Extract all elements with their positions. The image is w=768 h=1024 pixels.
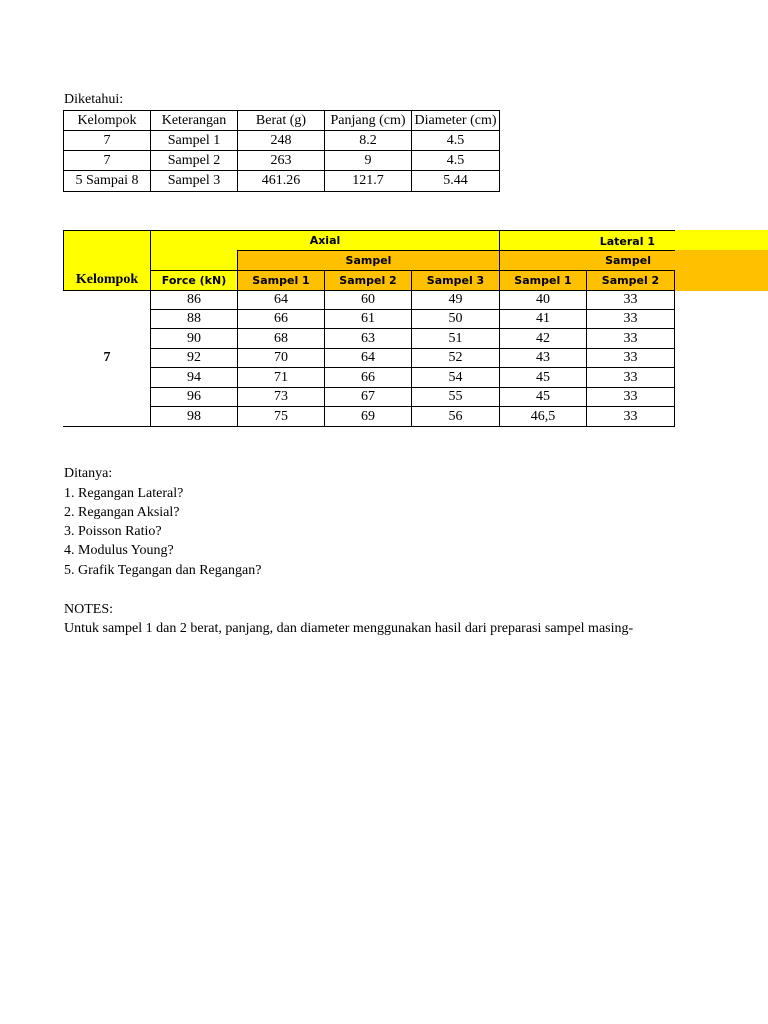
test-cell: 54 [411, 367, 500, 388]
axial-sampel-1-header: Sampel 1 [237, 270, 325, 291]
test-cell: 55 [411, 387, 500, 407]
test-cell: 60 [324, 290, 412, 310]
question-item: 1. Regangan Lateral? [64, 486, 184, 501]
test-cell: 56 [411, 406, 500, 427]
test-cell: 86 [150, 290, 238, 310]
test-cell: 73 [237, 387, 325, 407]
test-cell: 96 [150, 387, 238, 407]
test-cell: 69 [324, 406, 412, 427]
known-title: Diketahui: [64, 92, 124, 107]
test-cell: 88 [150, 309, 238, 329]
question-item: 2. Regangan Aksial? [64, 505, 180, 520]
question-item: 3. Poisson Ratio? [64, 524, 162, 539]
test-cell: 33 [586, 348, 675, 368]
lateral-header: Lateral 1 [499, 230, 675, 251]
axial-sampel-3-header: Sampel 3 [411, 270, 500, 291]
test-cell: 46,5 [499, 406, 587, 427]
known-cell: 4.5 [411, 130, 500, 151]
known-cell: 248 [237, 130, 325, 151]
test-cell: 67 [324, 387, 412, 407]
test-cell: 33 [586, 406, 675, 427]
known-cell: 5.44 [411, 170, 500, 192]
test-cell: 63 [324, 328, 412, 349]
lateral-sampel-overflow [675, 250, 768, 291]
test-cell: 71 [237, 367, 325, 388]
known-header-berat: Berat (g) [237, 110, 325, 131]
kelompok-value: 7 [63, 290, 151, 427]
test-cell: 45 [499, 367, 587, 388]
test-cell: 41 [499, 309, 587, 329]
test-cell: 68 [237, 328, 325, 349]
known-header-panjang: Panjang (cm) [324, 110, 412, 131]
test-cell: 52 [411, 348, 500, 368]
test-cell: 98 [150, 406, 238, 427]
notes-title: NOTES: [64, 602, 113, 617]
test-cell: 94 [150, 367, 238, 388]
test-cell: 33 [586, 367, 675, 388]
known-cell: 9 [324, 150, 412, 171]
test-cell: 92 [150, 348, 238, 368]
axial-sampel-header: Sampel [237, 250, 500, 271]
known-cell: 4.5 [411, 150, 500, 171]
lateral-header-overflow [675, 230, 768, 251]
known-cell: 121.7 [324, 170, 412, 192]
test-cell: 33 [586, 328, 675, 349]
lateral-sampel-header: Sampel [499, 250, 675, 271]
known-cell: 5 Sampai 8 [63, 170, 151, 192]
notes-text: Untuk sampel 1 dan 2 berat, panjang, dan diameter menggunakan hasil dari preparasi sampel masing- [64, 621, 634, 636]
test-cell: 43 [499, 348, 587, 368]
test-cell: 33 [586, 387, 675, 407]
known-cell: 7 [63, 150, 151, 171]
known-header-keterangan: Keterangan [150, 110, 238, 131]
test-cell: 64 [237, 290, 325, 310]
test-cell: 66 [324, 367, 412, 388]
known-cell: 461.26 [237, 170, 325, 192]
lateral-sampel-1-header: Sampel 1 [499, 270, 587, 291]
known-cell: 8.2 [324, 130, 412, 151]
force-header: Force (kN) [150, 270, 238, 291]
test-cell: 45 [499, 387, 587, 407]
test-cell: 70 [237, 348, 325, 368]
known-cell: Sampel 2 [150, 150, 238, 171]
test-cell: 40 [499, 290, 587, 310]
axial-blank-cell [150, 250, 238, 271]
test-cell: 50 [411, 309, 500, 329]
known-cell: 7 [63, 130, 151, 151]
axial-header: Axial [150, 230, 500, 251]
test-cell: 66 [237, 309, 325, 329]
axial-sampel-2-header: Sampel 2 [324, 270, 412, 291]
test-cell: 33 [586, 309, 675, 329]
lateral-sampel-2-header: Sampel 2 [586, 270, 675, 291]
test-cell: 75 [237, 406, 325, 427]
test-cell: 90 [150, 328, 238, 349]
test-cell: 64 [324, 348, 412, 368]
test-cell: 33 [586, 290, 675, 310]
test-cell: 42 [499, 328, 587, 349]
questions-title: Ditanya: [64, 466, 113, 481]
kelompok-header: Kelompok [63, 230, 151, 291]
known-cell: 263 [237, 150, 325, 171]
known-header-diameter: Diameter (cm) [411, 110, 500, 131]
question-item: 4. Modulus Young? [64, 543, 174, 558]
test-cell: 49 [411, 290, 500, 310]
test-cell: 61 [324, 309, 412, 329]
known-cell: Sampel 3 [150, 170, 238, 192]
known-cell: Sampel 1 [150, 130, 238, 151]
question-item: 5. Grafik Tegangan dan Regangan? [64, 563, 262, 578]
known-header-kelompok: Kelompok [63, 110, 151, 131]
test-cell: 51 [411, 328, 500, 349]
